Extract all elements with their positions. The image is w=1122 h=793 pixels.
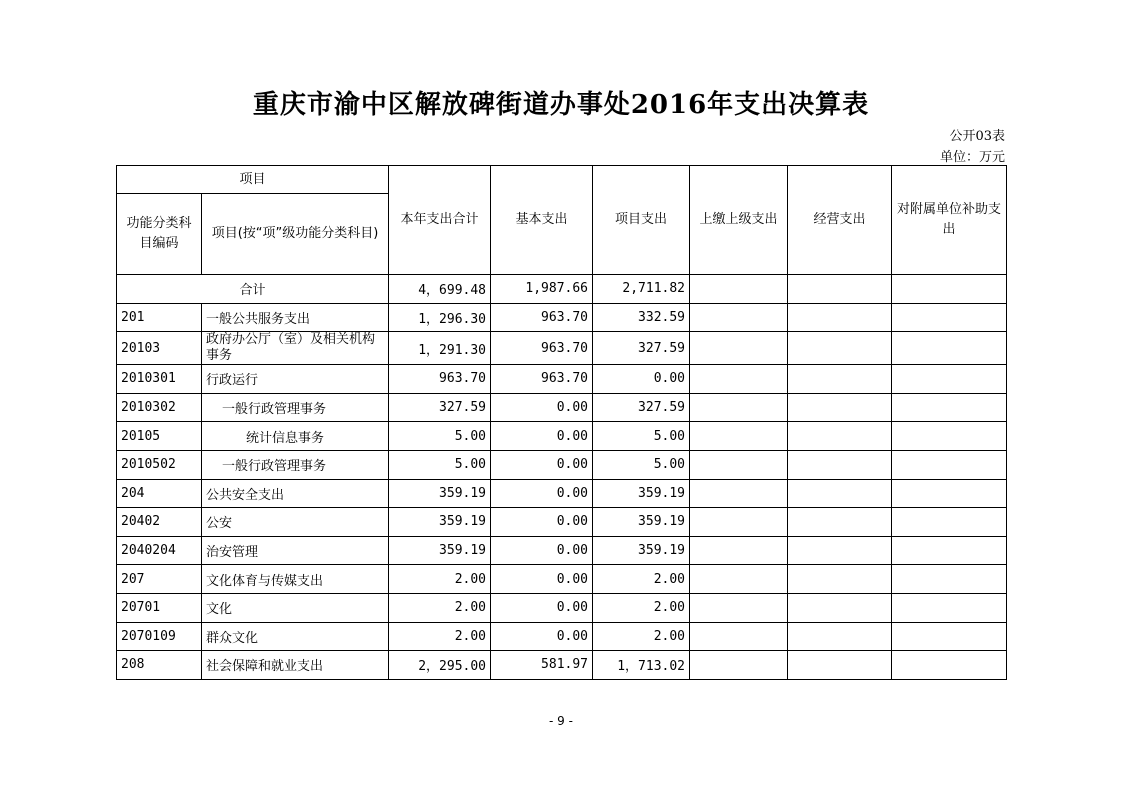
- table-row: [117, 593, 1007, 622]
- upper-cell: [690, 393, 788, 422]
- subsidy-cell: [892, 622, 1007, 651]
- total-cell: 4，699.48: [389, 275, 491, 304]
- business-cell: [788, 536, 892, 565]
- business-cell: [788, 450, 892, 479]
- header-business: 经营支出: [788, 166, 892, 275]
- subsidy-cell: [892, 422, 1007, 451]
- code-cell: 20402: [117, 508, 202, 537]
- code-cell: 2010301: [117, 365, 202, 394]
- total-cell: 2，295.00: [389, 651, 491, 680]
- table-row: [117, 622, 1007, 651]
- project-cell: 327.59: [593, 393, 690, 422]
- header-project-group: 项目: [117, 166, 389, 194]
- item-name-cell: 文化体育与传媒支出: [202, 565, 389, 594]
- total-cell: 5.00: [389, 422, 491, 451]
- project-cell: 5.00: [593, 450, 690, 479]
- table-row: [117, 565, 1007, 594]
- code-cell: 2040204: [117, 536, 202, 565]
- subsidy-cell: [892, 508, 1007, 537]
- upper-cell: [690, 622, 788, 651]
- basic-cell: 0.00: [491, 479, 593, 508]
- business-cell: [788, 479, 892, 508]
- header-total: 本年支出合计: [389, 166, 491, 275]
- upper-cell: [690, 365, 788, 394]
- subsidy-cell: [892, 275, 1007, 304]
- project-cell: 359.19: [593, 536, 690, 565]
- header-project: 项目支出: [593, 166, 690, 275]
- total-label: 合计: [117, 275, 389, 304]
- table-row: [117, 651, 1007, 680]
- code-cell: 20701: [117, 593, 202, 622]
- upper-cell: [690, 450, 788, 479]
- unit-label: 单位：万元: [939, 150, 1005, 165]
- table-row: [117, 303, 1007, 332]
- project-cell: 2,711.82: [593, 275, 690, 304]
- project-cell: 359.19: [593, 479, 690, 508]
- header-item: 项目(按“项”级功能分类科目): [202, 194, 389, 275]
- business-cell: [788, 593, 892, 622]
- form-number: 公开03表: [949, 129, 1005, 144]
- project-cell: 327.59: [593, 332, 690, 365]
- business-cell: [788, 508, 892, 537]
- upper-cell: [690, 332, 788, 365]
- basic-cell: 581.97: [491, 651, 593, 680]
- subsidy-cell: [892, 450, 1007, 479]
- item-name-cell: 一般公共服务支出: [202, 303, 389, 332]
- total-row: [117, 275, 1007, 304]
- subsidy-cell: [892, 479, 1007, 508]
- item-name-cell: 公安: [202, 508, 389, 537]
- business-cell: [788, 622, 892, 651]
- item-name-cell: 政府办公厅（室）及相关机构事务: [202, 332, 389, 365]
- table-row: [117, 536, 1007, 565]
- subsidy-cell: [892, 393, 1007, 422]
- basic-cell: 0.00: [491, 536, 593, 565]
- business-cell: [788, 303, 892, 332]
- basic-cell: 1,987.66: [491, 275, 593, 304]
- page-number: - 9 -: [549, 714, 573, 728]
- item-name-cell: 一般行政管理事务: [202, 450, 389, 479]
- basic-cell: 963.70: [491, 365, 593, 394]
- code-cell: 208: [117, 651, 202, 680]
- business-cell: [788, 393, 892, 422]
- item-name-cell: 一般行政管理事务: [202, 393, 389, 422]
- subsidy-cell: [892, 593, 1007, 622]
- upper-cell: [690, 303, 788, 332]
- upper-cell: [690, 565, 788, 594]
- business-cell: [788, 275, 892, 304]
- subsidy-cell: [892, 651, 1007, 680]
- table-row: [117, 332, 1007, 365]
- header-basic: 基本支出: [491, 166, 593, 275]
- total-cell: 327.59: [389, 393, 491, 422]
- project-cell: 2.00: [593, 565, 690, 594]
- basic-cell: 0.00: [491, 393, 593, 422]
- basic-cell: 0.00: [491, 508, 593, 537]
- table-row: [117, 365, 1007, 394]
- code-cell: 207: [117, 565, 202, 594]
- table-row: [117, 393, 1007, 422]
- basic-cell: 0.00: [491, 622, 593, 651]
- subsidy-cell: [892, 332, 1007, 365]
- table-row: [117, 450, 1007, 479]
- subsidy-cell: [892, 565, 1007, 594]
- project-cell: 0.00: [593, 365, 690, 394]
- item-name-cell: 社会保障和就业支出: [202, 651, 389, 680]
- basic-cell: 0.00: [491, 422, 593, 451]
- upper-cell: [690, 536, 788, 565]
- project-cell: 2.00: [593, 622, 690, 651]
- business-cell: [788, 365, 892, 394]
- code-cell: 20105: [117, 422, 202, 451]
- header-upper: 上缴上级支出: [690, 166, 788, 275]
- project-cell: 359.19: [593, 508, 690, 537]
- project-cell: 5.00: [593, 422, 690, 451]
- subsidy-cell: [892, 365, 1007, 394]
- item-name-cell: 公共安全支出: [202, 479, 389, 508]
- total-cell: 359.19: [389, 508, 491, 537]
- code-cell: 2070109: [117, 622, 202, 651]
- item-name-cell: 文化: [202, 593, 389, 622]
- item-name-cell: 行政运行: [202, 365, 389, 394]
- business-cell: [788, 651, 892, 680]
- header-code: 功能分类科目编码: [117, 194, 202, 275]
- code-cell: 201: [117, 303, 202, 332]
- total-cell: 2.00: [389, 593, 491, 622]
- business-cell: [788, 565, 892, 594]
- total-cell: 1，296.30: [389, 303, 491, 332]
- item-name-cell: 群众文化: [202, 622, 389, 651]
- code-cell: 20103: [117, 332, 202, 365]
- project-cell: 1，713.02: [593, 651, 690, 680]
- project-cell: 332.59: [593, 303, 690, 332]
- expenditure-table: [116, 165, 1007, 680]
- code-cell: 2010502: [117, 450, 202, 479]
- upper-cell: [690, 593, 788, 622]
- code-cell: 204: [117, 479, 202, 508]
- basic-cell: 963.70: [491, 303, 593, 332]
- basic-cell: 963.70: [491, 332, 593, 365]
- table-row: [117, 508, 1007, 537]
- total-cell: 5.00: [389, 450, 491, 479]
- total-cell: 1，291.30: [389, 332, 491, 365]
- upper-cell: [690, 508, 788, 537]
- business-cell: [788, 332, 892, 365]
- total-cell: 359.19: [389, 479, 491, 508]
- page-title: 重庆市渝中区解放碑街道办事处2016年支出决算表: [252, 90, 870, 120]
- business-cell: [788, 422, 892, 451]
- table-row: [117, 479, 1007, 508]
- table-row: [117, 422, 1007, 451]
- upper-cell: [690, 479, 788, 508]
- total-cell: 2.00: [389, 565, 491, 594]
- item-name-cell: 统计信息事务: [202, 422, 389, 451]
- basic-cell: 0.00: [491, 450, 593, 479]
- project-cell: 2.00: [593, 593, 690, 622]
- upper-cell: [690, 275, 788, 304]
- subsidy-cell: [892, 536, 1007, 565]
- upper-cell: [690, 651, 788, 680]
- subsidy-cell: [892, 303, 1007, 332]
- total-cell: 2.00: [389, 622, 491, 651]
- header-subsidy: 对附属单位补助支出: [892, 166, 1007, 275]
- basic-cell: 0.00: [491, 565, 593, 594]
- item-name-cell: 治安管理: [202, 536, 389, 565]
- code-cell: 2010302: [117, 393, 202, 422]
- upper-cell: [690, 422, 788, 451]
- total-cell: 359.19: [389, 536, 491, 565]
- basic-cell: 0.00: [491, 593, 593, 622]
- total-cell: 963.70: [389, 365, 491, 394]
